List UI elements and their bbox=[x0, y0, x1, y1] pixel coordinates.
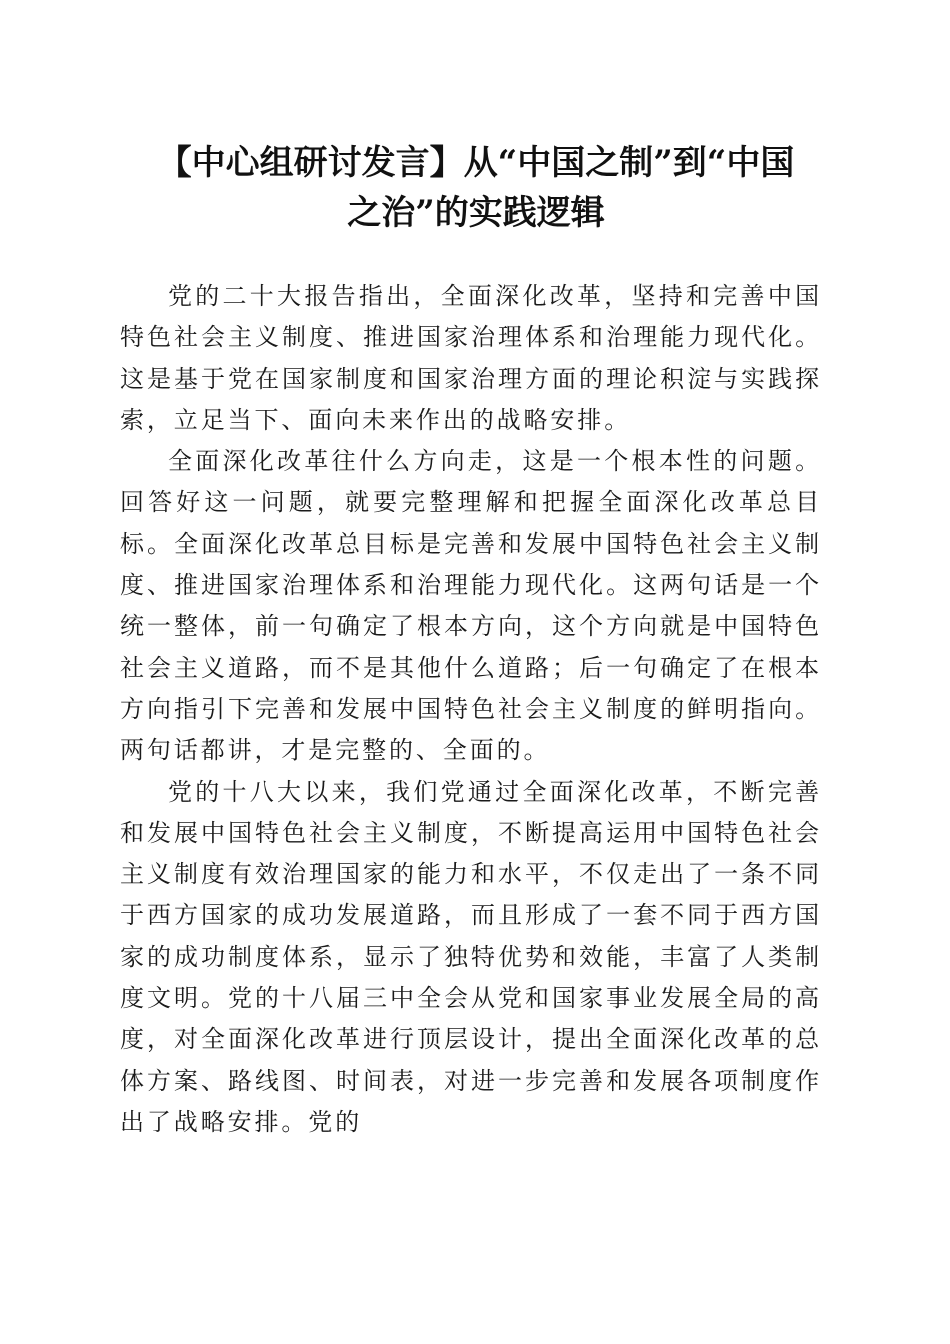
paragraph-2: 全面深化改革往什么方向走，这是一个根本性的问题。回答好这一问题，就要完整理解和把握全面深化改革总目标。全面深化改革总目标是完善和发展中国特色社会主义制度、推进国家治理体系和治理能力现代化。这两句话是一个统一整体，前一句确定了根本方向，这个方向就是中国特色社会主义道路，而不是其他什么道路；后一句确定了在根本方向指引下完善和发展中国特色社会主义制度的鲜明指向。两句话都讲，才是完整的、全面的。 bbox=[120, 447, 822, 765]
document-title bbox=[118, 138, 834, 238]
title-line-2: 之治”的实践逻辑 bbox=[347, 193, 605, 233]
document-body bbox=[120, 276, 822, 1143]
paragraph-3: 党的十八大以来，我们党通过全面深化改革，不断完善和发展中国特色社会主义制度，不断提高运用中国特色社会主义制度有效治理国家的能力和水平，不仅走出了一条不同于西方国家的成功发展道路，而且形成了一套不同于西方国家的成功制度体系，显示了独特优势和效能，丰富了人类制度文明。党的十八届三中全会从党和国家事业发展全局的高度，对全面深化改革进行顶层设计，提出全面深化改革的总体方案、路线图、时间表，对进一步完善和发展各项制度作出了战略安排。党的 bbox=[120, 777, 822, 1136]
title-line-1: 【中心组研讨发言】从“中国之制”到“中国 bbox=[157, 143, 795, 183]
paragraph-1: 党的二十大报告指出，全面深化改革，坚持和完善中国特色社会主义制度、推进国家治理体系和治理能力现代化。这是基于党在国家制度和国家治理方面的理论积淀与实践探索，立足当下、面向未来作出的战略安排。 bbox=[120, 282, 822, 434]
